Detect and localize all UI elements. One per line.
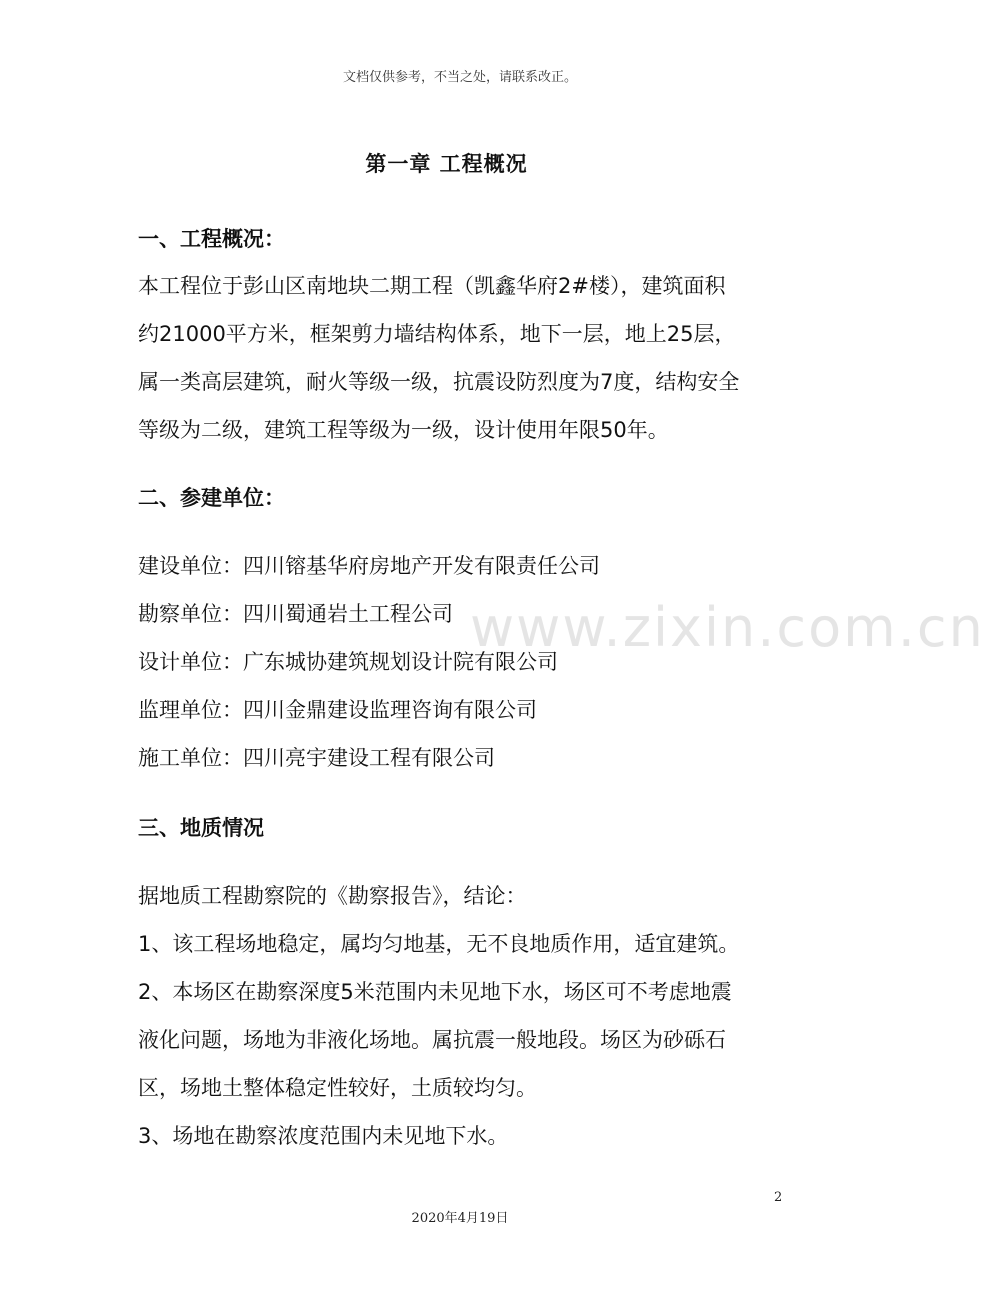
page-number: 2 xyxy=(774,1190,783,1205)
geology-line: 3、场地在勘察浓度范围内未见地下水。 xyxy=(138,1124,509,1148)
geology-line: 2、本场区在勘察深度5米范围内未见地下水，场区可不考虑地震 xyxy=(138,980,732,1004)
participant-line: 监理单位：四川金鼎建设监理咨询有限公司 xyxy=(138,698,537,722)
geology-line: 1、该工程场地稳定，属均匀地基，无不良地质作用，适宜建筑。 xyxy=(138,932,740,956)
header-note: 文档仅供参考，不当之处，请联系改正。 xyxy=(342,70,577,85)
overview-line: 等级为二级，建筑工程等级为一级，设计使用年限50年。 xyxy=(138,418,669,442)
participant-line: 设计单位：广东城协建筑规划设计院有限公司 xyxy=(138,650,558,674)
watermark: www.zixin.com.cn xyxy=(470,596,985,659)
section-heading-overview: 一、工程概况： xyxy=(138,227,285,251)
participant-line: 建设单位：四川镕基华府房地产开发有限责任公司 xyxy=(138,554,600,578)
participant-line: 勘察单位：四川蜀通岩土工程公司 xyxy=(138,602,453,626)
geology-line: 据地质工程勘察院的《勘察报告》，结论： xyxy=(138,884,527,908)
overview-line: 约21000平方米，框架剪力墙结构体系，地下一层，地上25层， xyxy=(138,322,736,346)
chapter-title: 第一章 工程概况 xyxy=(365,152,528,176)
geology-line: 液化问题，场地为非液化场地。属抗震一般地段。场区为砂砾石 xyxy=(138,1028,726,1052)
section-heading-participants: 二、参建单位： xyxy=(138,486,285,510)
footer-date: 2020年4月19日 xyxy=(411,1211,509,1226)
geology-line: 区，场地土整体稳定性较好，土质较均匀。 xyxy=(138,1076,537,1100)
participant-line: 施工单位：四川亮宇建设工程有限公司 xyxy=(138,746,495,770)
section-heading-geology: 三、地质情况 xyxy=(138,816,264,840)
overview-line: 本工程位于彭山区南地块二期工程（凯鑫华府2#楼），建筑面积 xyxy=(138,274,726,298)
overview-line: 属一类高层建筑，耐火等级一级，抗震设防烈度为7度，结构安全 xyxy=(138,370,740,394)
